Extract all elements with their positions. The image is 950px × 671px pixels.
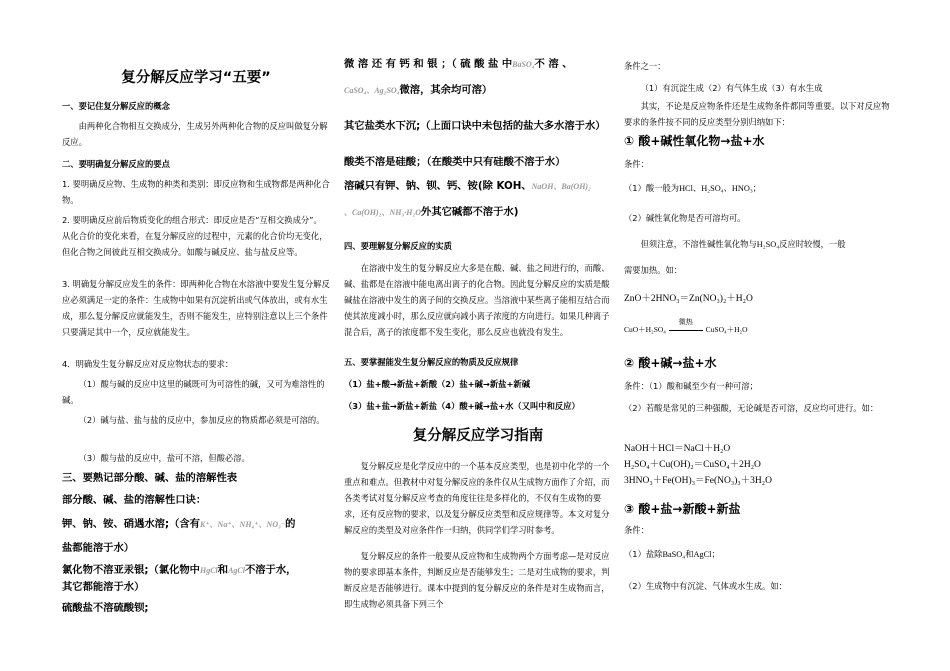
type-3-heading: ③ 酸+盐→新酸+新盐 (624, 502, 741, 516)
type-1-condition-label: 条件： (624, 159, 649, 169)
rules-line-2: （3）盐+盐→新盐+新盐（4）酸+碱→盐+水（又叫中和反应） (344, 401, 580, 411)
col2-line-4: 酸类不溶是硅酸；（在酸类中只有硅酸不溶于水） (344, 156, 566, 168)
equation-h2so4-cuoh2: H₂SO₄＋Cu(OH)₂＝CuSO₄＋2H₂O (624, 460, 761, 470)
type-2-condition-2: （2）若酸是常见的三种强酸，无论碱是否可溶，反应均可进行。如： (624, 403, 879, 413)
equation-zno-hno3: ZnO＋2HNO₃＝Zn(NO₃)₂＋H₂O (624, 294, 753, 304)
heat-label: 微热 (678, 318, 693, 326)
type-1-note: 但须注意，不溶性碱性氧化物与H₂SO₄反应时较慢，一般 (640, 239, 846, 249)
rules-line-1: （1）盐+酸→新盐+新酸（2）盐+碱→新盐+新碱 (344, 379, 531, 389)
acid-formulas: HCl、H₂SO₄、HNO₃ (679, 184, 753, 193)
col2-line-3: 其它盐类水下沉;（上面口诀中未包括的盐大多水溶于水） (344, 120, 606, 132)
reaction-arrow (668, 318, 704, 336)
rhyme-line-1-cont: 盐都能溶于水） (62, 542, 135, 554)
section-2-heading: 二、要明确复分解反应的要点 (62, 159, 170, 169)
section-1-heading: 一、要记住复分解反应的概念 (62, 101, 170, 111)
formula-hgcl: HgCl (199, 566, 218, 575)
formula-agcl: AgCl (228, 566, 245, 575)
type-1-heading: ① 酸+碱性氧化物→盐+水 (624, 134, 765, 148)
col2-line-5: 溶碱只有钾、钠、钡、钙、铵(除 KOH、NaOH、Ba(OH)₂ (344, 180, 591, 192)
equation-naoh-hcl: NaOH＋HCl＝NaCl＋H₂O (624, 444, 731, 454)
equation-cuo-h2so4: CuO＋H₂SO₄ 微热 CuSO₄＋H₂O (624, 318, 748, 334)
article-title: 复分解反应学习“五要” (121, 70, 271, 86)
section-4-heading: 四、要理解复分解反应的实质 (344, 241, 452, 251)
section-3-heading: 三、要熟记部分酸、碱、盐的溶解性表 (62, 472, 238, 484)
rhyme-line-1: 钾、钠、铵、硝遇水溶;（含有K⁺、Na⁺、NH₄⁺、NO₃⁻的 (62, 518, 296, 530)
type-1-condition-1: （1）酸一般为HCl、H₂SO₄、HNO₃； (624, 183, 762, 193)
point-2: 2. 要明确反应前后物质变化的组合形式：即反应是否“互相交换成分”。从化合价的变化来看，在复分解反应的过程中，元素的化合价均无变化，但化合物之间彼此互相交换成分。如酸与碱反应、盐与盐反应等。 (62, 215, 328, 257)
formula-caso4-ag2so4: CaSO₄、Ag₂SO₄ (344, 86, 400, 95)
guide-title: 复分解反应学习指南 (412, 428, 544, 444)
ion-list: K⁺、Na⁺、NH₄⁺、NO₃⁻ (199, 520, 286, 529)
rhyme-line-3: 硫酸盐不溶硫酸钡; (62, 602, 149, 614)
formula-h2so4: H₂SO₄ (756, 240, 780, 249)
section-4-body: 在溶液中发生的复分解反应大多是在酸、碱、盐之间进行的，而酸、碱、盐都是在溶液中能电离出离子的化合物。因此复分解反应的实质是酸碱盐在溶液中发生的离子间的交换反应。当溶液中某些离子能相互结合而使其浓度减小时，那么反应就向减小离子浓度的方向进行。如果几种离子混合后，离子的浓度都不发生变化，那么反应也就没有发生。 (344, 263, 610, 337)
type-2-heading: ② 酸+碱→盐+水 (624, 356, 717, 370)
col2-line-1: 微 溶 还 有 钙 和 银 ；（ 硫 酸 盐 中BaSO₄不 溶 、 (344, 58, 573, 70)
col3-conditions-intro: 条件之一： (624, 61, 666, 71)
type-3-condition-label: 条件： (624, 525, 649, 535)
type-1-note-cont: 需要加热。如： (624, 265, 683, 275)
rhyme-line-2: 氯化物不溶亚汞银;（氯化物中HgCl和AgCl不溶于水， (62, 564, 297, 576)
point-4: 4．明确发生复分解反应对反应物状态的要求： (62, 359, 234, 369)
formula-baso4-2: BaSO₄ (662, 550, 686, 559)
col3-paragraph: 其实，不论是反应物条件还是生成物条件都同等重要。以下对反应物要求的条件按不同的反应类型分别归纳如下： (624, 101, 890, 127)
type-2-condition-1: 条件：（1）酸和碱至少有一种可溶； (624, 381, 758, 391)
point-1: 1. 要明确反应物、生成物的种类和类别：即反应物和生成物都是两种化合物。 (62, 179, 330, 205)
point-4a: （1）酸与碱的反应中这里的碱既可为可溶性的碱，又可为难溶性的碱。 (62, 379, 325, 405)
col2-line-6: 、Ca(OH)₂、NH₃·H₂O外其它碱都不溶于水) (344, 206, 519, 218)
formula-naoh-baoh2: NaOH、Ba(OH)₂ (531, 182, 591, 191)
rhyme-title: 部分酸、碱、盐的溶解性口诀： (62, 494, 207, 506)
section-5-heading: 五、要掌握能发生复分解反应的物质及反应规律 (344, 357, 519, 367)
point-4b: （2）碱与盐、盐与盐的反应中，参加反应的物质都必须是可溶的。 (78, 415, 325, 425)
col2-line-2: CaSO₄、Ag₂SO₄微溶，其余均可溶） (344, 84, 493, 96)
type-3-condition-2: （2）生成物中有沉淀、气体或水生成。如： (624, 581, 787, 591)
guide-para-2: 复分解反应的条件一般要从反应物和生成物两个方面考虑—是对反应物的要求即基本条件，判断反应是否能够发生；二是对生成物的要求，判断反应是否能够进行。课本中提到的复分解反应的条件是对生成物而言，即生成物必须具备下列三个 (344, 551, 610, 609)
section-1-body: 由两种化合物相互交换成分，生成另外两种化合物的反应叫做复分解反应。 (62, 121, 328, 147)
equation-hno3-feoh3: 3HNO₃＋Fe(OH)₃＝Fe(NO₃)₃＋3H₂O (624, 476, 772, 486)
point-3: 3. 明确复分解反应发生的条件：即两种化合物在水溶液中要发生复分解反应必须满足一定的条件：生成物中如果有沉淀析出或气体放出，或有水生成，那么复分解反应就能发生，否则不能发生，应特别注意以上三个条件只要满足其中一个，反应就能发生。 (62, 279, 330, 337)
point-4c: （3）酸与盐的反应中，盐可不溶，但酸必溶。 (78, 453, 250, 463)
formula-baso4: BaSO₄ (512, 60, 535, 69)
rhyme-line-2-cont: 其它都能溶于水） (62, 581, 145, 593)
type-3-condition-1: （1）盐除BaSO₄和AgCl； (624, 549, 720, 559)
col3-conditions-list: （1）有沉淀生成（2）有气体生成（3）有水生成 (640, 83, 823, 93)
type-1-condition-2: （2）碱性氧化物是否可溶均可。 (624, 213, 746, 223)
guide-para-1: 复分解反应是化学反应中的一个基本反应类型，也是初中化学的一个重点和难点。但教材中对复分解反应的条件仅从生成物方面作了介绍，而各类考试对复分解反应考查的角度往往是多样化的，不仅有生成物的要求，还有反应物的要求，以及复分解反应类型和反应规律等。本文对复分解反应的类型及对应条件作一归纳，供同学们学习时参考。 (344, 461, 610, 535)
formula-caoh2-nh3h2o: 、Ca(OH)₂、NH₃·H₂O (344, 208, 422, 217)
formula-agcl-2: AgCl (693, 550, 712, 559)
